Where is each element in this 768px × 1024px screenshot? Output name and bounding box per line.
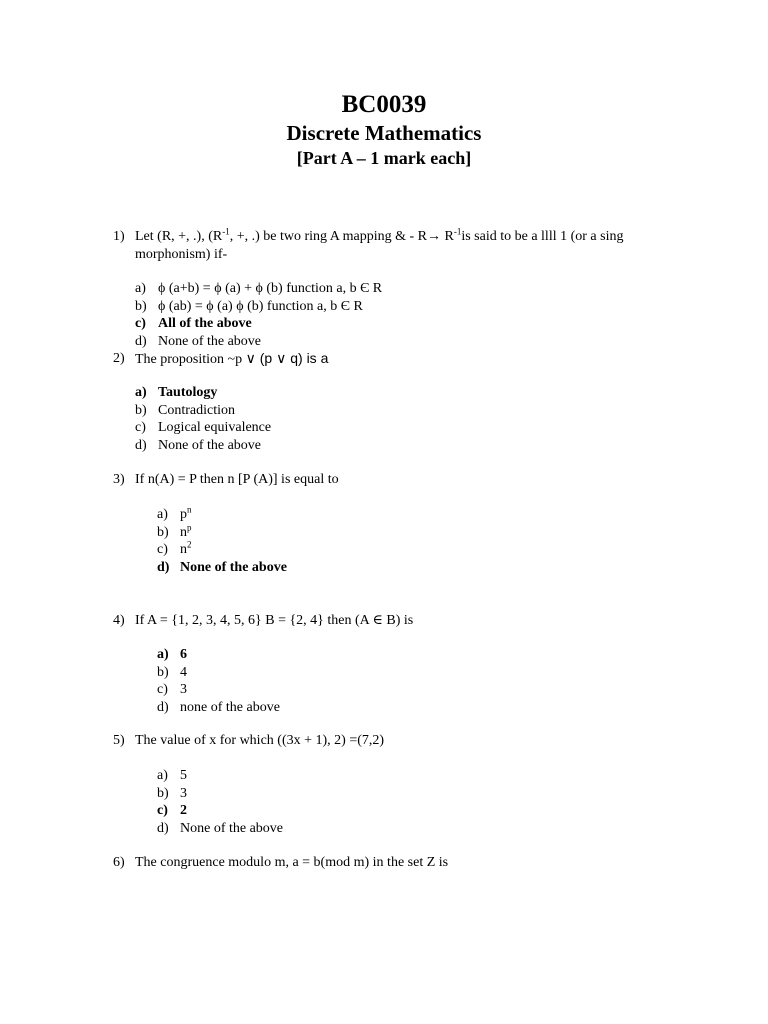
question-2 — [113, 350, 673, 369]
question-text: If n(A) = P then n [P (A)] is equal to — [135, 472, 339, 487]
question-number: 6) — [113, 855, 125, 870]
question-text: If A = {1, 2, 3, 4, 5, 6} B = {2, 4} then (A ∈ B) is — [135, 613, 414, 628]
question-number: 3) — [113, 472, 125, 487]
question-number: 5) — [113, 733, 125, 748]
question-text: The proposition ~p ∨ (p ∨ q) is a — [135, 350, 329, 367]
part-heading: [Part A – 1 mark each] — [296, 148, 472, 168]
question-number: 1) — [113, 229, 125, 244]
course-code: BC0039 — [341, 91, 427, 118]
question-4 — [113, 612, 673, 630]
question-text: The value of x for which ((3x + 1), 2) =(7,2) — [135, 733, 385, 748]
question-6 — [113, 854, 673, 872]
question-number: 2) — [113, 351, 125, 366]
question-text: Let (R, +, .), ($R^{-1}$, +, .) be two ring A mapping & - $R\to R^{-1}is$ said to be a llll 1 (or a sing morphonism) if- — [135, 226, 624, 262]
question-5 — [113, 732, 673, 750]
question-1 — [113, 228, 673, 263]
exam-page: BC0039 Discrete Mathematics [Part A – 1 mark each] 1) Let (R, +, .), ($R^{-1}$, +, .) be two ring A mapping & - $R\to R^{-1}is$ said to be a llll 1 (or a sing morphonism) if- a) ϕ (a+b) = ϕ (a) + ϕ (b) function a, b Є R b) ϕ (ab) = ϕ (a) ϕ (b) function a, b Є R c) All of the above d) None of the above 2) The proposition ~p ∨ (p ∨ q) is a a) Tautology b) Contradiction c) Logical equivalence d) None of the above 3) If n(A) = P then n [P (A)] is equal to a) $p^n$ b) $n^p$ c) $n^2$ d) None of the above 4) If A = {1, 2, 3, 4, 5, 6} B = {2, 4} then (A ∈ B) is a) 6 b) 4 c) 3 d) none of the above 5) The value of x for which ((3x + 1), 2) =(7,2) a) 5 b) 3 c) 2 d) None of the above 6) The congruence modulo m, a = b(mod m) in the set Z is — [0, 0, 768, 1024]
subject-title: Discrete Mathematics — [286, 121, 482, 145]
question-text: The congruence modulo m, a = b(mod m) in the set Z is — [135, 855, 449, 870]
question-3 — [113, 471, 673, 489]
question-number: 4) — [113, 613, 125, 628]
